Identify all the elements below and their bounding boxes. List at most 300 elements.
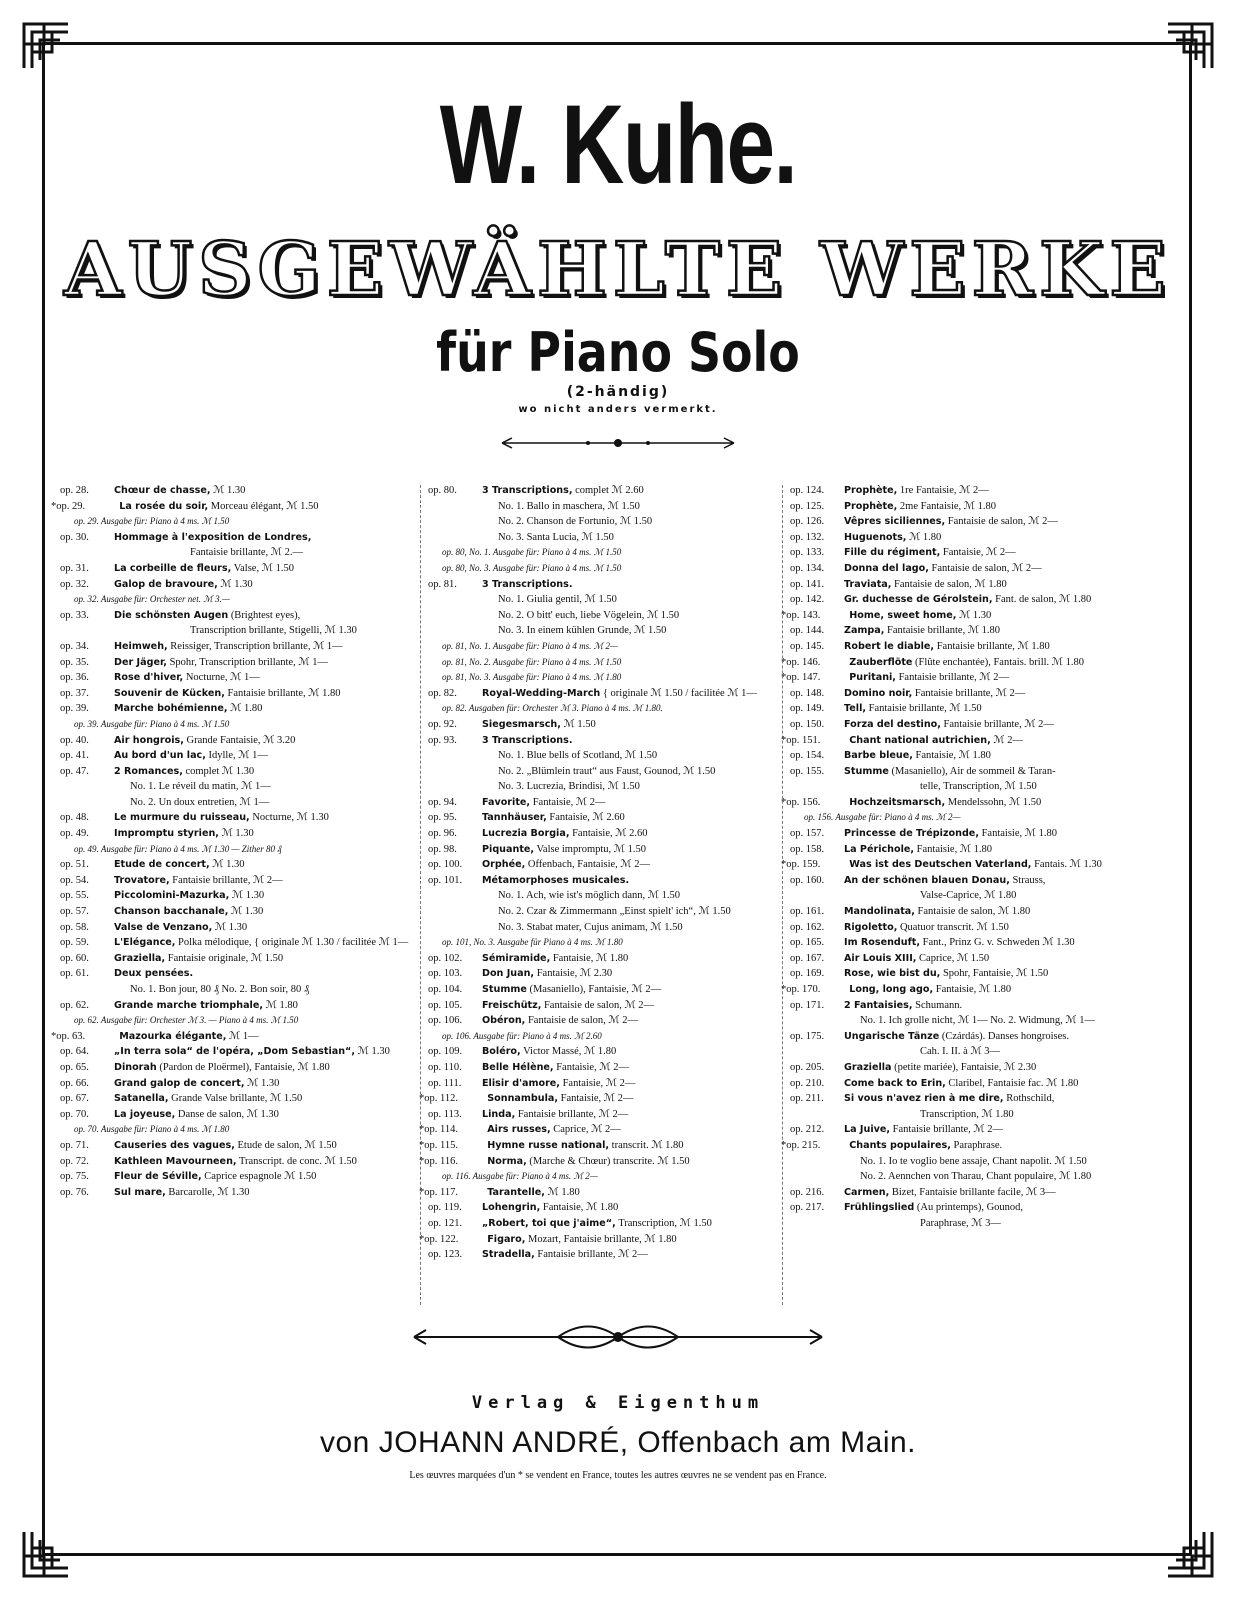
edition-note: op. 116. Ausgabe für: Piano à 4 ms. ℳ 2—: [442, 1171, 598, 1182]
opus-number: op. 102.: [428, 952, 463, 964]
opus-number: op. 109.: [428, 1046, 463, 1058]
catalog-entry: [790, 577, 1170, 593]
catalog-entry: [60, 670, 410, 686]
opus-number: op. 37.: [60, 687, 89, 699]
work-details: Rothschild,: [1003, 1093, 1055, 1105]
work-title: Chant national autrichien,: [849, 734, 991, 746]
catalog-entry: [60, 1076, 410, 1092]
catalog-entry: [419, 1154, 778, 1170]
france-mark: *: [419, 1186, 425, 1198]
work-title: Mazourka élégante,: [119, 1030, 227, 1042]
sub-entry: No. 1. Giulia gentil, ℳ 1.50: [498, 594, 617, 606]
sub-entry: No. 1. Ballo in maschera, ℳ 1.50: [498, 500, 640, 512]
opus-number: op. 151.: [786, 734, 821, 746]
catalog-entry: [428, 826, 778, 842]
work-title: Galop de bravoure,: [114, 578, 218, 590]
catalog-entry: [790, 873, 1170, 889]
work-title: Chœur de chasse,: [114, 485, 211, 496]
corner-ornament-top-left: [22, 22, 70, 70]
catalog-entry: [428, 810, 778, 826]
sub-entry: No. 2. Czar & Zimmermann „Einst spielt' ich“, ℳ 1.50: [498, 906, 731, 918]
work-title: Donna del lago,: [844, 562, 929, 574]
work-details: (Marche & Chœur) transcrite. ℳ 1.50: [526, 1155, 690, 1167]
work-title: Home, sweet home,: [849, 609, 957, 621]
catalog-entry: [428, 998, 778, 1014]
work-details: 2me Fantaisie, ℳ 1.80: [897, 500, 997, 512]
work-details: (petite mariée), Fantaisie, ℳ 2.30: [891, 1061, 1037, 1073]
work-title: 2 Romances,: [114, 765, 183, 777]
work-title: Orphée,: [482, 859, 526, 871]
opus-number: op. 64.: [60, 1046, 89, 1058]
work-details: Schumann.: [912, 999, 963, 1011]
opus-number: op. 33.: [60, 609, 89, 621]
work-title: Souvenir de Kücken,: [114, 687, 225, 699]
work-details: Caprice, ℳ 1.50: [916, 952, 990, 964]
opus-number: op. 111.: [428, 1077, 462, 1089]
corner-ornament-top-right: [1166, 22, 1214, 70]
opus-number: op. 115.: [424, 1139, 458, 1151]
opus-number: op. 141.: [790, 578, 825, 590]
work-details: ℳ 1.50: [560, 718, 596, 730]
opus-number: op. 61.: [60, 968, 89, 980]
catalog-column-2: [419, 483, 778, 1263]
catalog-entry: [790, 483, 1170, 499]
work-title: Hochzeitsmarsch,: [849, 796, 946, 808]
opus-number: op. 70.: [60, 1108, 89, 1120]
work-details: ℳ 1.30: [956, 609, 992, 621]
opus-number: op. 36.: [60, 672, 89, 684]
work-details: Fantaisie, ℳ 2—: [530, 796, 606, 808]
catalog-entry: [790, 545, 1170, 561]
opus-number: op. 48.: [60, 812, 89, 824]
work-title: „In terra sola“ de l'opéra, „Dom Sebastian“,: [114, 1046, 356, 1058]
catalog-entry: [790, 826, 1170, 842]
catalog-entry: [428, 686, 778, 702]
opus-number: op. 96.: [428, 828, 457, 840]
work-title: Chants populaires,: [849, 1139, 951, 1151]
sub-entry: No. 3. Lucrezia, Brindisi, ℳ 1.50: [498, 781, 640, 793]
opus-number: op. 76.: [60, 1186, 89, 1198]
sub-entry: No. 2. „Blümlein traut“ aus Faust, Gounod, ℳ 1.50: [498, 765, 716, 777]
work-title: Rose, wie bist du,: [844, 968, 941, 980]
catalog-entry: [60, 530, 410, 546]
catalog-entry: [790, 1060, 1170, 1076]
work-title: Zauberflöte: [849, 656, 913, 668]
edition-note: op. 81, No. 2. Ausgabe für: Piano à 4 ms. ℳ 1.50: [442, 656, 622, 667]
sub-entry: No. 2. Chanson de Fortunio, ℳ 1.50: [498, 516, 653, 528]
work-details: Fantaisie brillante, ℳ 2—: [940, 718, 1054, 730]
catalog-entry: [60, 810, 410, 826]
france-mark: *: [781, 796, 787, 808]
work-title: La corbeille de fleurs,: [114, 562, 232, 574]
opus-number: op. 143.: [786, 609, 821, 621]
opus-number: op. 205.: [790, 1061, 825, 1073]
work-details: Fantaisie brillante, ℳ 1.80: [934, 640, 1050, 652]
work-details: Spohr, Transcription brillante, ℳ 1—: [166, 656, 328, 668]
work-details: Transcript. de conc. ℳ 1.50: [236, 1155, 357, 1167]
opus-number: op. 211.: [790, 1093, 824, 1105]
work-details: Fantaisie de salon, ℳ 2—: [928, 562, 1042, 574]
work-title: Grand galop de concert,: [114, 1077, 245, 1089]
catalog-entry: [428, 982, 778, 998]
work-details: ℳ 1—: [226, 1030, 259, 1042]
work-title: Favorite,: [482, 796, 531, 808]
catalog-entry: [790, 966, 1170, 982]
opus-number: op. 29.: [56, 500, 86, 512]
work-title: Elisir d'amore,: [482, 1077, 560, 1089]
sub-entry: No. 2. Un doux entretien, ℳ 1—: [130, 796, 270, 808]
work-details: Offenbach, Fantaisie, ℳ 2—: [525, 859, 651, 871]
catalog-entry: [790, 514, 1170, 530]
work-title: 3 Transcriptions,: [482, 485, 573, 496]
opus-number: op. 116.: [424, 1155, 458, 1167]
work-details: (Masaniello), Fantaisie, ℳ 2—: [526, 984, 662, 995]
opus-number: op. 34.: [60, 640, 89, 652]
opus-number: op. 47.: [60, 765, 89, 777]
work-details: ℳ 1.80: [544, 1186, 580, 1198]
work-details: Fantaisie, ℳ 2.30: [534, 968, 613, 980]
work-title: Tarantelle,: [487, 1186, 545, 1198]
catalog-entry: [60, 1091, 410, 1107]
opus-number: op. 101.: [428, 874, 463, 886]
work-title: Vêpres siciliennes,: [844, 516, 946, 528]
france-mark: *: [781, 859, 787, 871]
work-details: Fantaisie, ℳ 2—: [558, 1093, 634, 1105]
catalog-entry: [790, 530, 1170, 546]
continuation-line: Paraphrase, ℳ 3—: [920, 1217, 1001, 1229]
sub-entry: No. 3. Santa Lucia, ℳ 1.50: [498, 531, 614, 543]
catalog-entry: [428, 733, 778, 749]
opus-number: op. 156.: [786, 796, 821, 808]
work-details: Fant. de salon, ℳ 1.80: [992, 594, 1092, 606]
work-details: Fantaisie brillante, ℳ 2—: [895, 672, 1009, 684]
work-details: complet ℳ 1.30: [182, 765, 255, 777]
work-details: Transcription, ℳ 1.50: [615, 1217, 712, 1229]
work-details: Grande Valse brillante, ℳ 1.50: [168, 1093, 303, 1105]
work-title: Kathleen Mavourneen,: [114, 1155, 237, 1167]
sub-entry: No. 1. Blue bells of Scotland, ℳ 1.50: [498, 750, 658, 762]
continuation-line: Valse-Caprice, ℳ 1.80: [920, 890, 1017, 902]
catalog-entry: [60, 733, 410, 749]
work-title: Air Louis XIII,: [844, 952, 917, 964]
work-details: Fantaisie, ℳ 2.60: [546, 812, 625, 824]
catalog-entry: [790, 1122, 1170, 1138]
france-mark: *: [781, 656, 787, 668]
opus-number: op. 123.: [428, 1249, 463, 1261]
work-title: La joyeuse,: [114, 1108, 176, 1120]
opus-number: op. 39.: [60, 703, 89, 715]
work-details: Nocturne, ℳ 1—: [183, 672, 260, 684]
work-details: { originale ℳ 1.50 / facilitée ℳ 1—: [600, 687, 757, 699]
opus-number: op. 212.: [790, 1124, 825, 1136]
work-title: La rosée du soir,: [119, 500, 209, 512]
work-details: Paraphrase.: [950, 1139, 1003, 1151]
work-details: ℳ 1.30: [210, 485, 246, 496]
work-title: Le murmure du ruisseau,: [114, 812, 250, 824]
work-details: (Au printemps), Gounod,: [914, 1202, 1024, 1214]
opus-number: op. 154.: [790, 750, 825, 762]
work-title: Traviata,: [844, 578, 892, 590]
sub-entry: No. 1. Ach, wie ist's möglich dann, ℳ 1.50: [498, 890, 680, 902]
catalog-entry: [428, 1013, 778, 1029]
france-mark: *: [419, 1124, 425, 1136]
sub-entry: No. 1. Io te voglio bene assaje, Chant napolit. ℳ 1.50: [860, 1155, 1087, 1167]
work-details: Fantaisie brillante, ℳ 2—: [534, 1249, 648, 1261]
continuation-line: Cah. I. II. à ℳ 3—: [920, 1046, 1001, 1058]
work-title: Stumme: [844, 765, 889, 777]
catalog-entry: [60, 483, 410, 499]
work-details: Fantaisie brillante, ℳ 1.50: [866, 703, 982, 715]
opus-number: op. 100.: [428, 859, 463, 871]
work-title: Im Rosenduft,: [844, 937, 921, 949]
work-details: complet ℳ 2.60: [572, 485, 644, 496]
work-title: Puritani,: [849, 672, 896, 684]
remark-note: wo nicht anders vermerkt.: [518, 404, 718, 415]
opus-number: op. 57.: [60, 906, 89, 918]
work-details: Fantaisie originale, ℳ 1.50: [165, 952, 284, 964]
work-details: Victor Massé, ℳ 1.80: [520, 1046, 617, 1058]
work-title: Princesse de Trépizonde,: [844, 828, 979, 840]
catalog-entry: [60, 1154, 410, 1170]
catalog-entry: [60, 873, 410, 889]
work-details: ℳ 1.30: [212, 921, 248, 933]
opus-number: op. 72.: [60, 1155, 89, 1167]
edition-note: op. 156. Ausgabe für: Piano à 4 ms. ℳ 2—: [804, 812, 961, 823]
work-title: Rigoletto,: [844, 921, 898, 933]
catalog-entry: [60, 1169, 410, 1185]
work-details: Fantaisie, ℳ 2—: [553, 1061, 629, 1073]
opus-number: op. 215.: [786, 1139, 821, 1151]
opus-number: op. 162.: [790, 921, 825, 933]
catalog-entry: [790, 998, 1170, 1014]
edition-note: op. 29. Ausgabe für: Piano à 4 ms. ℳ 1.50: [74, 516, 230, 527]
work-title: 3 Transcriptions.: [482, 734, 573, 746]
catalog-entry: [790, 1185, 1170, 1201]
work-title: Lohengrin,: [482, 1202, 541, 1214]
opus-number: op. 71.: [60, 1139, 89, 1151]
work-title: Freischütz,: [482, 999, 542, 1011]
catalog-entry: [781, 982, 1170, 998]
work-title: Graziella: [844, 1061, 892, 1073]
edition-note: op. 106. Ausgabe für: Piano à 4 ms. ℳ 2.60: [442, 1030, 602, 1041]
opus-number: op. 145.: [790, 640, 825, 652]
opus-number: op. 55.: [60, 890, 89, 902]
work-title: 3 Transcriptions.: [482, 578, 573, 590]
work-details: Fantaisie brillante, ℳ 1.80: [224, 687, 341, 699]
opus-number: op. 149.: [790, 703, 825, 715]
opus-number: op. 41.: [60, 750, 89, 762]
sub-entry: No. 1. Le réveil du matin, ℳ 1—: [130, 781, 271, 793]
catalog-entry: [790, 920, 1170, 936]
edition-note: op. 32. Ausgabe für: Orchester net. ℳ 3.—: [74, 594, 230, 605]
work-title: Royal-Wedding-March: [482, 687, 601, 699]
catalog-entry: [60, 1138, 410, 1154]
work-details: Mendelssohn, ℳ 1.50: [945, 796, 1042, 808]
work-details: Fantaisie, ℳ 2.60: [569, 828, 648, 840]
opus-number: op. 165.: [790, 937, 825, 949]
work-details: (Czárdás). Danses hongroises.: [939, 1030, 1069, 1042]
work-title: Etude de concert,: [114, 859, 210, 871]
catalog-entry: [790, 1091, 1170, 1107]
work-title: Frühlingslied: [844, 1202, 915, 1214]
work-title: An der schönen blauen Donau,: [844, 874, 1010, 886]
work-title: Obéron,: [482, 1015, 526, 1027]
opus-number: op. 28.: [60, 485, 89, 496]
work-title: Sonnambula,: [487, 1093, 558, 1105]
work-title: Hommage à l'exposition de Londres,: [114, 531, 312, 543]
opus-number: op. 126.: [790, 516, 825, 528]
france-mark: *: [51, 500, 57, 512]
work-title: Carmen,: [844, 1186, 890, 1198]
work-details: Fantais. ℳ 1.30: [1031, 859, 1102, 871]
work-title: Sémiramide,: [482, 952, 551, 964]
opus-number: op. 158.: [790, 843, 825, 855]
opus-number: op. 210.: [790, 1077, 825, 1089]
opus-number: op. 30.: [60, 531, 89, 543]
opus-number: op. 67.: [60, 1093, 89, 1105]
catalog-entry: [428, 483, 778, 499]
france-mark: *: [51, 1030, 57, 1042]
work-details: Fant., Prinz G. v. Schweden ℳ 1.30: [920, 937, 1075, 949]
edition-note: op. 70. Ausgabe für: Piano à 4 ms. ℳ 1.80: [74, 1124, 230, 1135]
catalog-entry: [790, 935, 1170, 951]
opus-number: op. 66.: [60, 1077, 89, 1089]
opus-number: op. 146.: [786, 656, 821, 668]
sales-notice: Les œuvres marquées d'un * se vendent en France, toutes les autres œuvres ne se vendent pas en France.: [409, 1470, 827, 1481]
opus-number: op. 98.: [428, 843, 457, 855]
catalog-entry: [51, 499, 410, 515]
work-details: (Flûte enchantée), Fantais. brill. ℳ 1.80: [912, 656, 1085, 668]
work-details: Fantaisie, ℳ 1.80: [978, 828, 1057, 840]
work-title: Forza del destino,: [844, 718, 941, 730]
opus-number: op. 104.: [428, 984, 463, 995]
catalog-entry: [60, 561, 410, 577]
edition-note: op. 81, No. 3. Ausgabe für: Piano à 4 ms. ℳ 1.80: [442, 672, 622, 683]
column-divider: [420, 485, 421, 1305]
catalog-entry: [428, 857, 778, 873]
opus-number: op. 65.: [60, 1061, 89, 1073]
work-title: Fleur de Séville,: [114, 1171, 202, 1183]
work-title: Satanella,: [114, 1093, 169, 1105]
work-details: ℳ 1.80: [227, 703, 263, 715]
work-title: Deux pensées.: [114, 968, 194, 980]
work-details: (Pardon de Ploërmel), Fantaisie, ℳ 1.80: [156, 1061, 330, 1073]
work-details: Danse de salon, ℳ 1.30: [175, 1108, 279, 1120]
divider-ornament-bottom: [0, 1323, 1236, 1356]
opus-number: op. 134.: [790, 562, 825, 574]
opus-number: op. 171.: [790, 999, 825, 1011]
work-title: Domino noir,: [844, 687, 913, 699]
work-details: Fantaisie, ℳ 1.80: [540, 1202, 619, 1214]
work-details: Fantaisie, ℳ 1.80: [914, 843, 993, 855]
sub-entry: No. 1. Bon jour, 80 ₰ No. 2. Bon soir, 80 ₰: [130, 984, 310, 995]
opus-number: op. 124.: [790, 485, 825, 496]
opus-number: op. 49.: [60, 828, 89, 840]
catalog-entry: [60, 1060, 410, 1076]
edition-note: op. 82. Ausgaben für: Orchester ℳ 3. Piano à 4 ms. ℳ 1.80.: [442, 703, 663, 714]
work-title: Belle Hélène,: [482, 1061, 554, 1073]
catalog-entry: [60, 764, 410, 780]
opus-number: op. 159.: [786, 859, 821, 871]
france-mark: *: [419, 1233, 425, 1245]
work-title: Hymne russe national,: [487, 1139, 610, 1151]
work-title: Stradella,: [482, 1249, 535, 1261]
work-details: Fantaisie, ℳ 1.80: [550, 952, 629, 964]
catalog-entry: [60, 826, 410, 842]
catalog-column-1: [51, 483, 410, 1200]
catalog-entry: [790, 499, 1170, 515]
continuation-line: Transcription brillante, Stigelli, ℳ 1.30: [190, 625, 357, 637]
france-mark: *: [781, 734, 787, 746]
work-title: Piquante,: [482, 843, 535, 855]
edition-note: op. 62. Ausgabe für: Orchester ℳ 3. — Piano à 4 ms. ℳ 1.50: [74, 1015, 299, 1026]
work-title: Rose d'hiver,: [114, 672, 184, 684]
work-title: Marche bohémienne,: [114, 703, 228, 715]
catalog-entry: [781, 795, 1170, 811]
catalog-entry: [428, 577, 778, 593]
work-details: Fantaisie de salon, ℳ 2—: [945, 516, 1058, 528]
catalog-entry: [419, 1232, 778, 1248]
france-mark: *: [781, 984, 787, 995]
catalog-entry: [428, 873, 778, 889]
opus-number: op. 117.: [424, 1186, 458, 1198]
work-details: ℳ 1.30: [217, 578, 253, 590]
work-title: Piccolomini-Mazurka,: [114, 890, 230, 902]
work-title: Boléro,: [482, 1046, 521, 1058]
work-title: Long, long ago,: [849, 984, 934, 995]
work-details: Fantaisie de salon, ℳ 2—: [541, 999, 655, 1011]
catalog-column-3: [781, 483, 1170, 1232]
opus-number: op. 132.: [790, 531, 825, 543]
catalog-entry: [790, 592, 1170, 608]
catalog-entry: [60, 608, 410, 624]
work-title: Linda,: [482, 1108, 516, 1120]
catalog-entry: [60, 1044, 410, 1060]
work-title: Prophète,: [844, 485, 898, 496]
catalog-entry: [60, 857, 410, 873]
catalog-entry: [790, 1029, 1170, 1045]
catalog-entry: [790, 764, 1170, 780]
work-details: Fantaisie, ℳ 1.80: [912, 750, 991, 762]
work-title: Don Juan,: [482, 968, 535, 980]
work-title: La Juive,: [844, 1124, 891, 1136]
opus-number: op. 54.: [60, 874, 89, 886]
opus-number: op. 119.: [428, 1202, 462, 1214]
work-title: Die schönsten Augen: [114, 609, 229, 621]
work-details: transcrit. ℳ 1.80: [609, 1139, 684, 1151]
opus-number: op. 75.: [60, 1171, 89, 1183]
edition-note: op. 39. Ausgabe für: Piano à 4 ms. ℳ 1.50: [74, 718, 230, 729]
france-mark: *: [419, 1093, 425, 1105]
opus-number: op. 59.: [60, 937, 89, 949]
catalog-entry: [428, 1060, 778, 1076]
work-details: Bizet, Fantaisie brillante facile, ℳ 3—: [889, 1186, 1056, 1198]
opus-number: op. 82.: [428, 687, 457, 699]
continuation-line: Transcription, ℳ 1.80: [920, 1108, 1014, 1120]
work-details: Idylle, ℳ 1—: [205, 750, 268, 762]
catalog-entry: [781, 670, 1170, 686]
opus-number: op. 62.: [60, 999, 89, 1011]
opus-number: op. 51.: [60, 859, 89, 871]
work-title: Come back to Erin,: [844, 1077, 946, 1089]
publisher-line: Verlag & Eigenthum: [471, 1393, 765, 1413]
work-details: Quatuor transcrit. ℳ 1.50: [897, 921, 1009, 933]
catalog-entry: [790, 951, 1170, 967]
work-title: Ungarische Tänze: [844, 1030, 940, 1042]
sub-entry: No. 2. O bitt' euch, liebe Vögelein, ℳ 1.50: [498, 609, 680, 621]
france-mark: *: [781, 1139, 787, 1151]
france-mark: *: [419, 1155, 425, 1167]
